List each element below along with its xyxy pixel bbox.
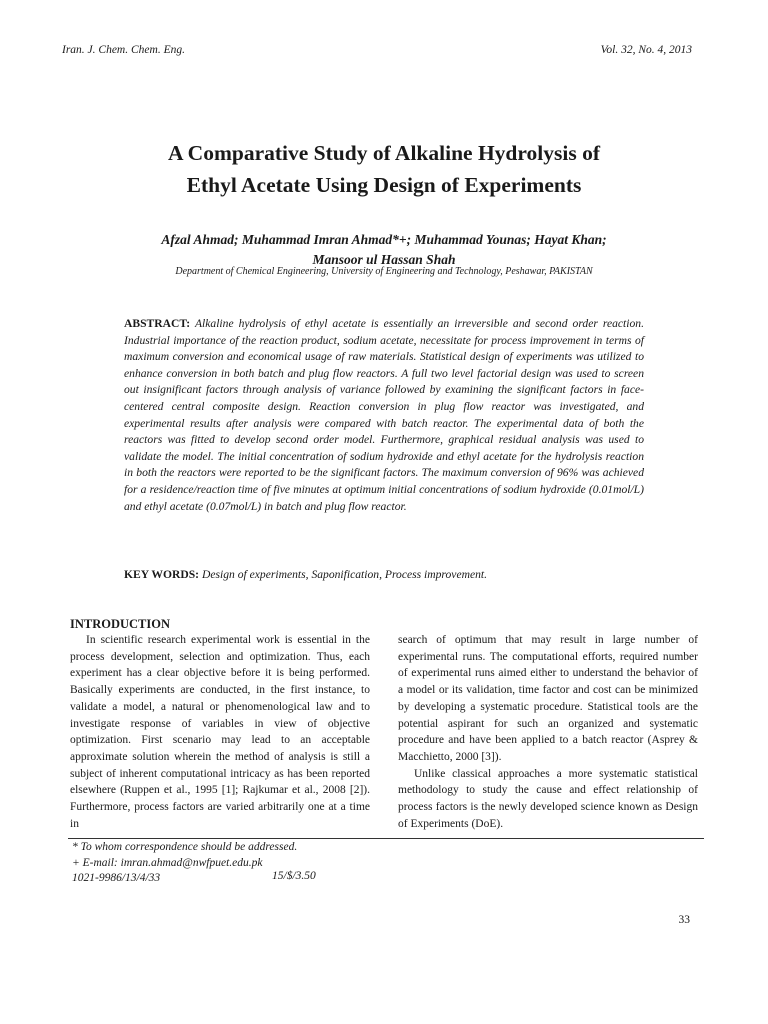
keywords-label: KEY WORDS: <box>124 568 200 581</box>
footnote-code: 1021-9986/13/4/33 <box>72 872 161 884</box>
footnote-email: + E-mail: imran.ahmad@nwfpuet.edu.pk <box>72 857 263 869</box>
authors-line-1: Afzal Ahmad; Muhammad Imran Ahmad*+; Muhammad Younas; Hayat Khan; <box>161 232 607 247</box>
body-column-right <box>398 632 698 838</box>
volume-info: Vol. 32, No. 4, 2013 <box>600 44 692 56</box>
abstract-label: ABSTRACT: <box>124 317 191 330</box>
intro-paragraph-1: In scientific research experimental work is essential in the process development, selection and optimization. Thus, each experiment has a clear objective before it is being performed. Basically experiments are conducted, in the first instance, to validate a model, a natural or phenomenological law and to investigate response of variables in view of objective optimization. First scenario may lead to an acceptable approximate solution wherein the method of analysis is still a subject of inherent computational intricacy as has been reported elsewhere (Ruppen et al., 1995 [1]; Rajkumar et al., 2008 [2]). Furthermore, process factors are varied arbitrarily one at a time in <box>70 634 370 830</box>
abstract-text: Alkaline hydrolysis of ethyl acetate is essentially an irreversible and second order reaction. Industrial importance of the reaction product, sodium acetate, necessitate for process improvement in terms of maximum conversion and economical usage of raw materials. Statistical design of experiments was utilized to enhance conversion in both batch and plug flow reactors. A full two level factorial design was used to screen out insignificant factors through analysis of variance followed by examining the significant factors in face-centered central composite design. Reaction conversion in plug flow reactor was investigated, and experimental results after analysis were compared with batch reactor. The experimental data of both the reactors was fitted to develop second order model. Furthermore, graphical residual analysis was used to validate the model. The initial concentration of sodium hydroxide and ethyl acetate for the hydrolysis reaction in both the reactors were reported to be the significant factors. The maximum conversion of 96% was achieved for a residence/reaction time of five minutes at optimum initial concentrations of sodium hydroxide (0.01mol/L) and ethyl acetate (0.07mol/L) in batch and plug flow reactor. <box>124 317 644 513</box>
author-list <box>0 230 768 270</box>
intro-paragraph-2: search of optimum that may result in large number of experimental runs. The computational efforts, required number of experimental runs aimed either to understand the behavior of a model or its validation, time factor and cost can be minimized by developing a systematic procedure. Statistical tools are the potential aspirant for such an organized and systematic procedure and have been applied to a batch reactor (Asprey & Macchietto, 2000 [3]). <box>398 634 698 763</box>
body-column-left <box>70 632 370 838</box>
affiliation: Department of Chemical Engineering, University of Engineering and Technology, Peshawar, PAKISTAN <box>175 266 593 277</box>
journal-name: Iran. J. Chem. Chem. Eng. <box>62 44 185 56</box>
title-line-2: Ethyl Acetate Using Design of Experiments <box>186 173 582 197</box>
keywords <box>124 568 487 581</box>
intro-paragraph-3: Unlike classical approaches a more systematic statistical methodology to study the cause and effect relationship of process factors is the newly developed science known as Design of Experiments (DoE). <box>398 767 698 830</box>
introduction-heading: INTRODUCTION <box>70 617 171 631</box>
page-number: 33 <box>678 914 690 926</box>
paper-title <box>0 137 768 201</box>
keywords-text: Design of experiments, Saponification, Process improvement. <box>201 568 488 581</box>
footnote-correspondence: * To whom correspondence should be addressed. <box>72 841 298 853</box>
authors-line-2: Mansoor ul Hassan Shah <box>312 252 456 267</box>
footnote-price: 15/$/3.50 <box>272 870 316 882</box>
title-line-1: A Comparative Study of Alkaline Hydrolysis of <box>167 141 601 165</box>
abstract <box>124 316 644 515</box>
